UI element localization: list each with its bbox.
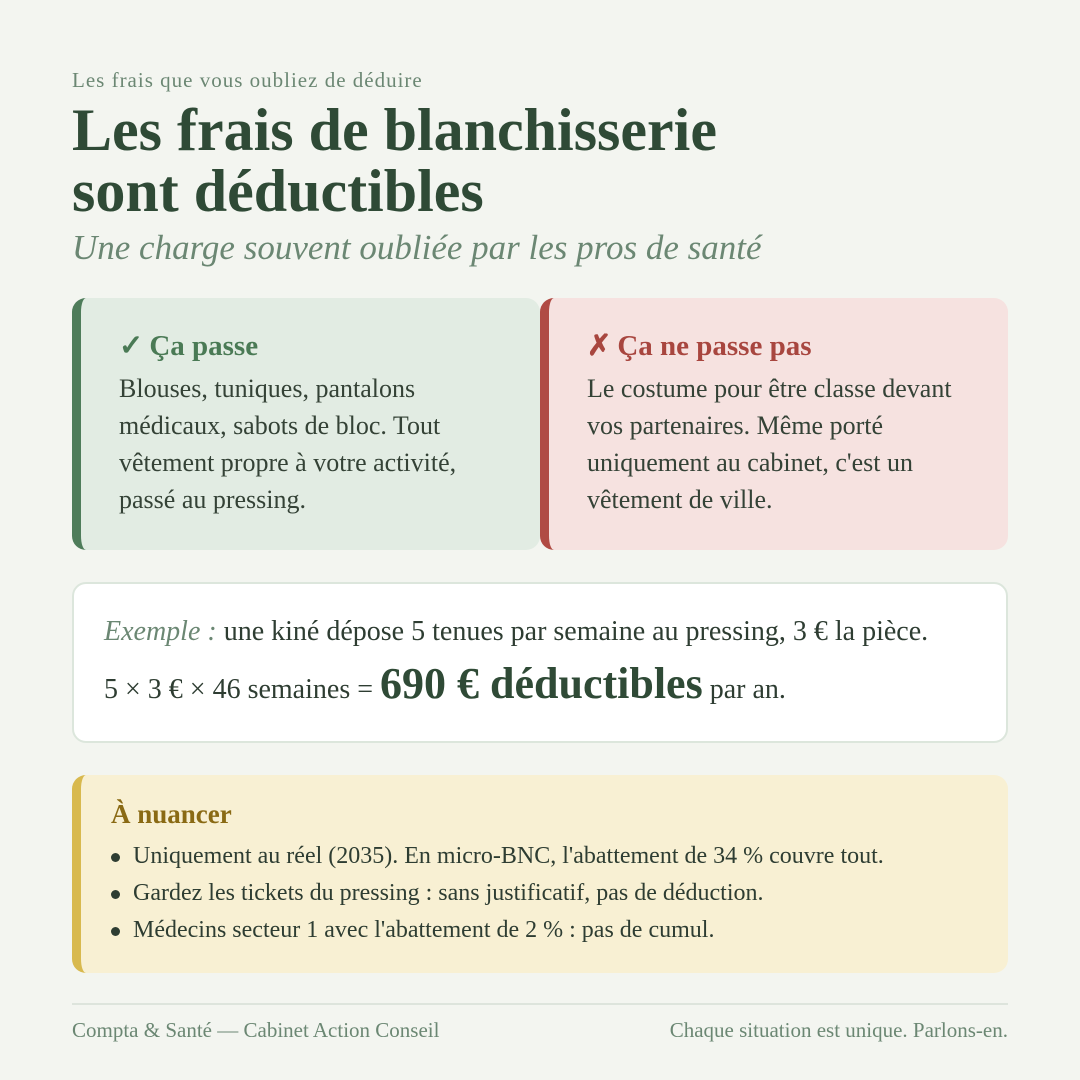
footer-divider xyxy=(72,1003,1008,1005)
example-box xyxy=(72,582,1008,743)
calculation-suffix: par an. xyxy=(709,674,786,705)
not-allowed-heading xyxy=(587,326,980,366)
not-allowed-card xyxy=(540,298,1008,550)
eyebrow-text: Les frais que vous oubliez de déduire xyxy=(72,68,423,92)
list-item xyxy=(111,912,978,949)
example-lead: Exemple : xyxy=(104,616,217,647)
bullet-icon xyxy=(111,927,120,936)
cross-icon: ✗ xyxy=(587,330,612,362)
check-icon: ✓ xyxy=(119,330,144,362)
allowed-heading-label: Ça passe xyxy=(149,330,259,362)
example-description: une kiné dépose 5 tenues par semaine au pressing, 3 € la pièce. xyxy=(223,616,929,647)
nuance-list xyxy=(111,838,978,949)
list-item-text: Médecins secteur 1 avec l'abattement de 2 % : pas de cumul. xyxy=(133,917,715,943)
list-item-text: Gardez les tickets du pressing : sans justificatif, pas de déduction. xyxy=(133,880,764,906)
allowed-heading xyxy=(119,326,512,366)
nuance-box xyxy=(72,775,1008,973)
page-subtitle: Une charge souvent oubliée par les pros de santé xyxy=(72,228,762,267)
list-item xyxy=(111,875,978,912)
footer-brand: Compta & Santé — Cabinet Action Conseil xyxy=(72,1018,440,1042)
bullet-icon xyxy=(111,853,120,862)
bullet-icon xyxy=(111,890,120,899)
nuance-heading: À nuancer xyxy=(111,799,232,829)
calculation-formula: 5 × 3 € × 46 semaines = xyxy=(104,674,374,705)
allowed-text: Blouses, tuniques, pantalons médicaux, sabots de bloc. Tout vêtement propre à votre activité, passé au pressing. xyxy=(119,374,457,514)
calculation-result: 690 € déductibles xyxy=(380,659,703,708)
not-allowed-text: Le costume pour être classe devant vos partenaires. Même porté uniquement au cabinet, c'est un vêtement de ville. xyxy=(587,374,952,514)
not-allowed-heading-label: Ça ne passe pas xyxy=(617,330,812,362)
page-title: Les frais de blanchisserie sont déductibles xyxy=(72,97,717,224)
footer-tagline: Chaque situation est unique. Parlons-en. xyxy=(669,1018,1008,1042)
example-line xyxy=(104,612,976,652)
list-item-text: Uniquement au réel (2035). En micro-BNC, l'abattement de 34 % couvre tout. xyxy=(133,843,884,869)
example-calculation xyxy=(104,656,976,718)
allowed-card xyxy=(72,298,540,550)
list-item xyxy=(111,838,978,875)
